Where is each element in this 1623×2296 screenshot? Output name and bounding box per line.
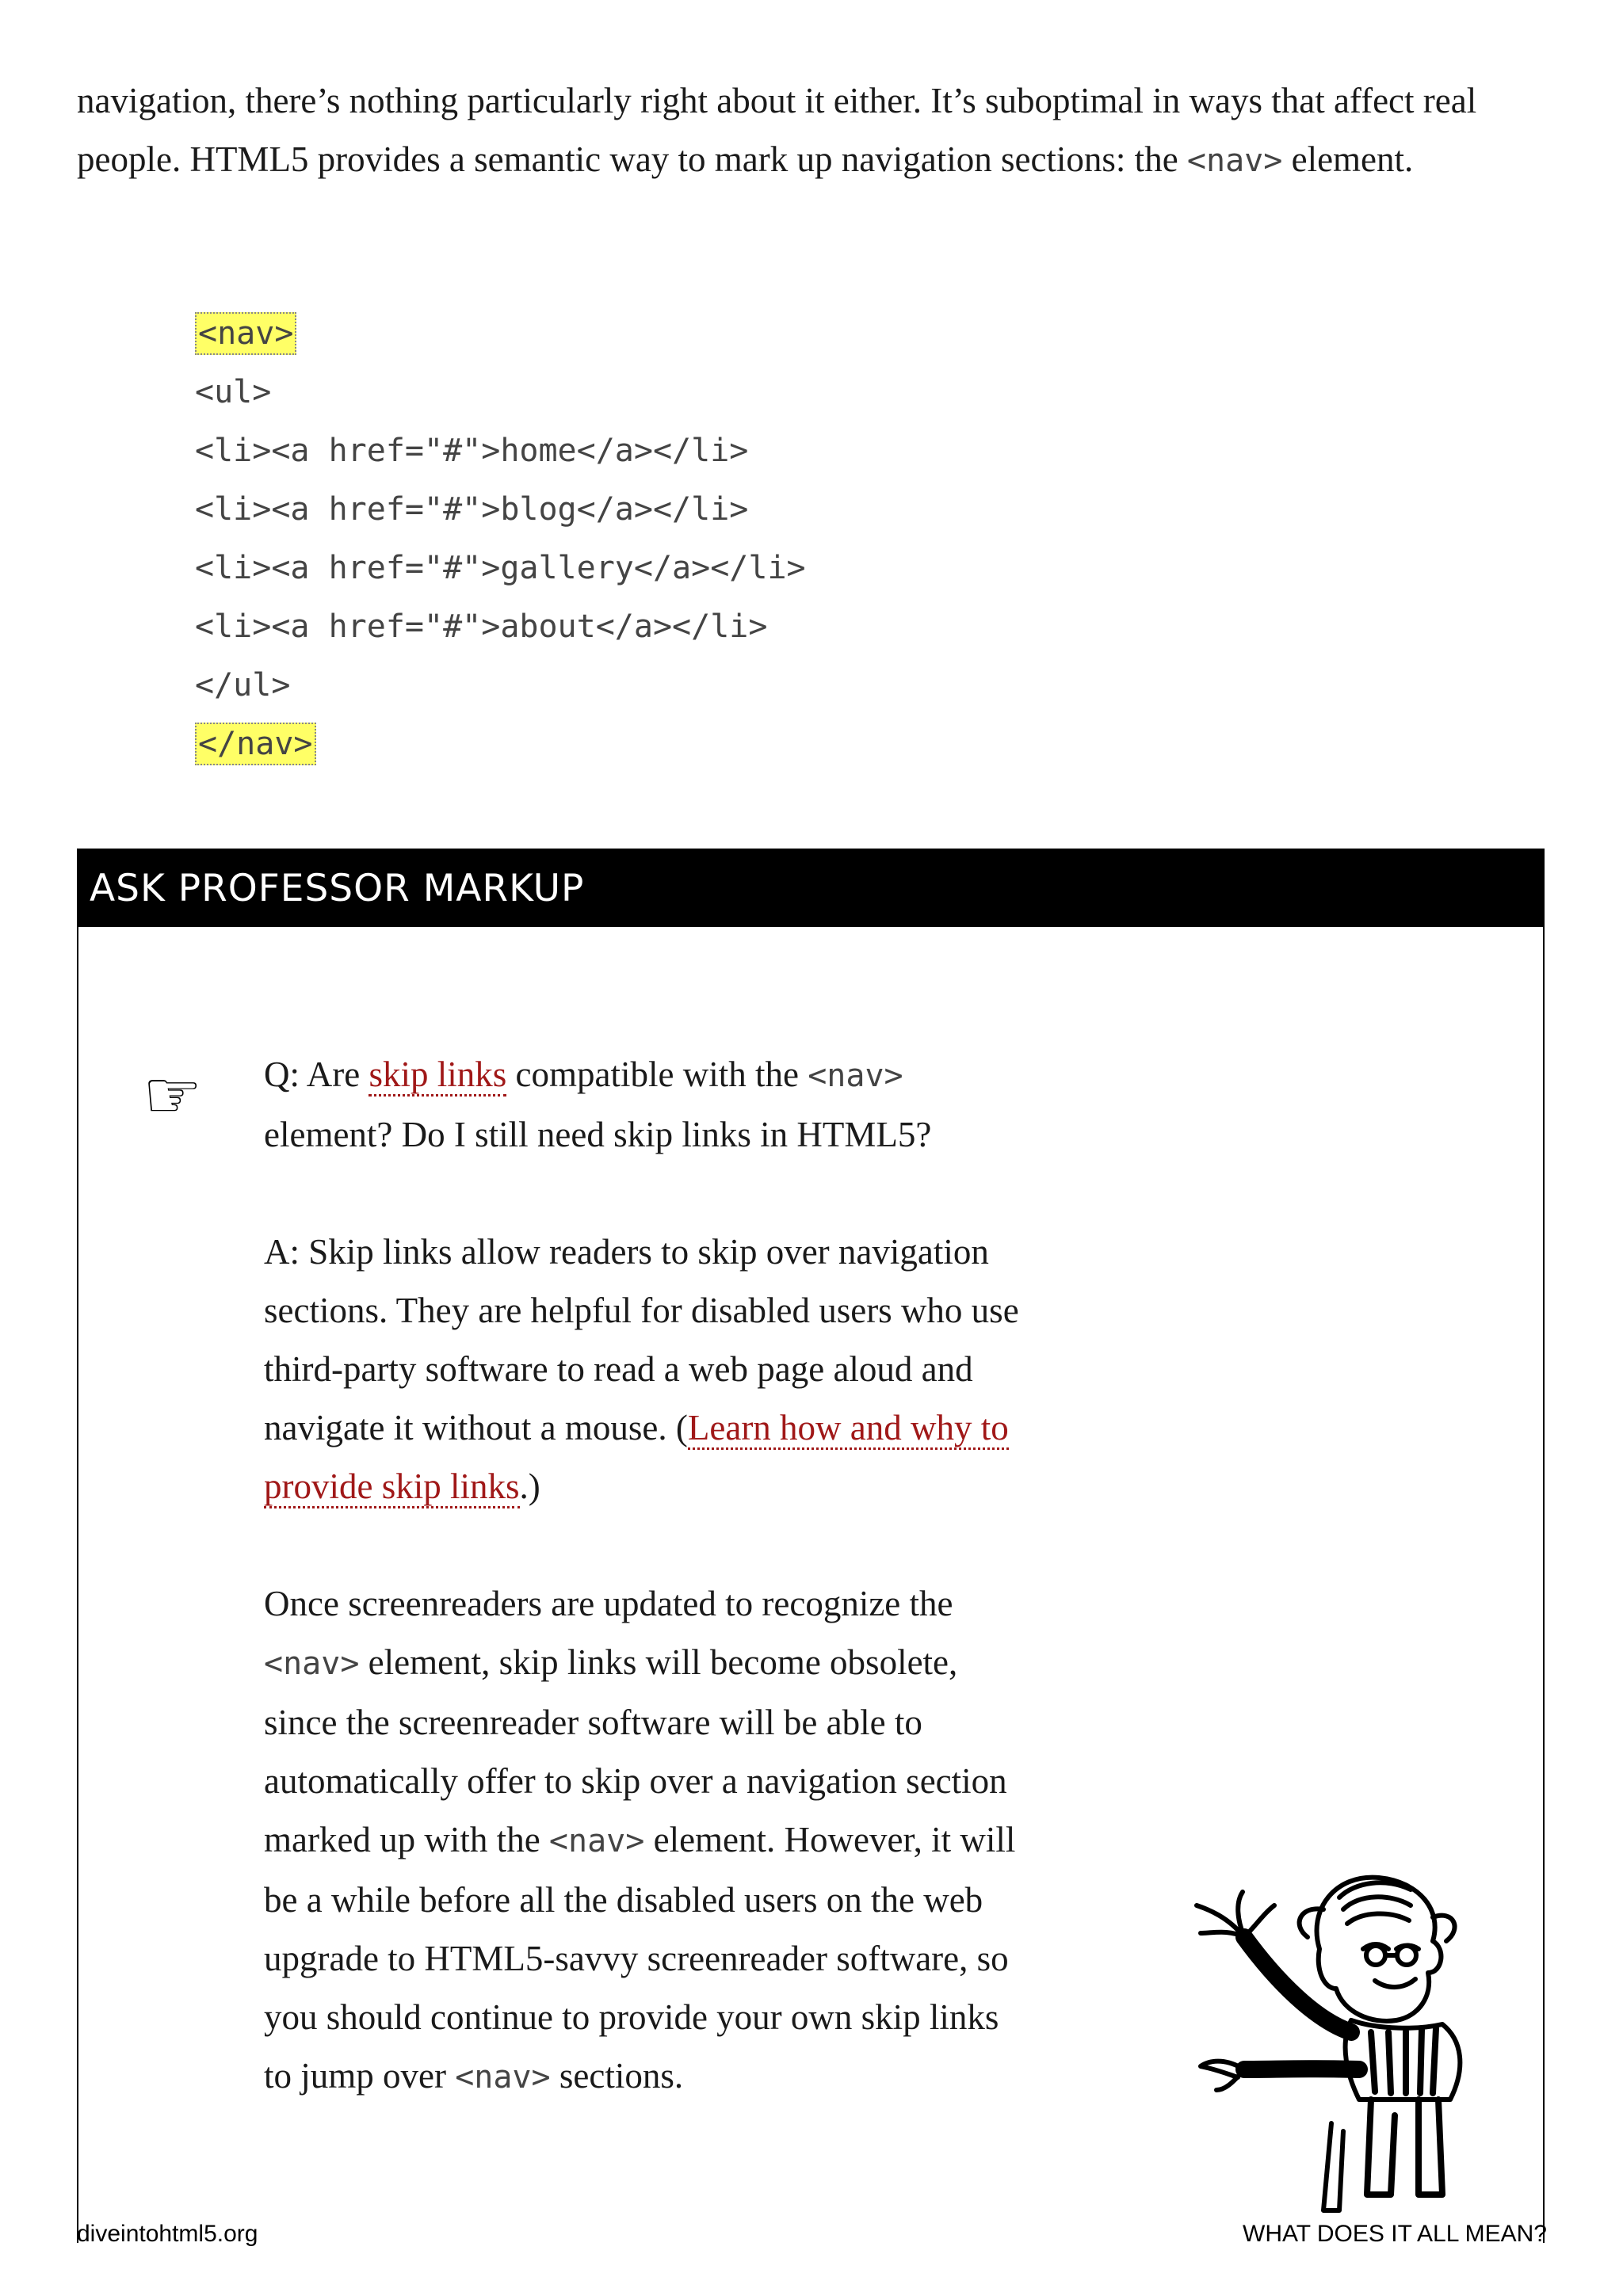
answer-text: A: Skip links allow readers to skip over navigation sections. They are helpful for disabled users who use third-party software to read a web page aloud and navigate it without a mouse. ( [264, 1232, 1019, 1447]
qa-content [264, 1045, 1025, 2165]
followup-text-4: sections. [550, 2056, 684, 2096]
followup-paragraph [264, 1574, 1025, 2107]
skip-links-link[interactable]: skip links [369, 1055, 506, 1097]
footer-section-title: WHAT DOES IT ALL MEAN? [1243, 2221, 1547, 2247]
footer-site: diveintohtml5.org [77, 2221, 258, 2247]
followup-text-1: Once screenreaders are updated to recognize the [264, 1584, 953, 1623]
professor-illustration [1181, 1862, 1529, 2226]
followup-nav-code-3: <nav> [455, 2059, 551, 2096]
intro-text-2: element. [1282, 139, 1414, 179]
intro-text-1: navigation, there’s nothing particularly right about it either. It’s suboptimal in ways that affect real people. HTML5 provides a semantic way to mark up navigation sections: the [77, 81, 1477, 179]
followup-text-2: element, skip links will become obsolete, since the screenreader software will be able to automatically offer to skip over a navigation section marked up with the [264, 1642, 1007, 1859]
code-line [195, 715, 806, 773]
code-line: <li><a href="#">home</a></li> [195, 433, 749, 469]
highlighted-nav-open: <nav> [195, 312, 296, 355]
code-line: </ul> [195, 667, 291, 704]
intro-nav-code: <nav> [1186, 143, 1283, 179]
followup-nav-code-1: <nav> [264, 1646, 360, 1682]
pointing-hand-icon: ☞ [143, 1056, 203, 1134]
question-mid: compatible with the [506, 1055, 808, 1094]
followup-nav-code-2: <nav> [548, 1823, 645, 1859]
question-nav-code: <nav> [808, 1058, 903, 1094]
code-block [195, 304, 806, 773]
code-line: <li><a href="#">gallery</a></li> [195, 550, 806, 586]
question-paragraph [264, 1045, 1025, 1164]
question-prefix: Q: Are [264, 1055, 369, 1094]
highlighted-nav-close: </nav> [195, 723, 316, 765]
question-suffix: element? Do I still need skip links in HTML5? [264, 1115, 932, 1154]
code-line: <li><a href="#">about</a></li> [195, 608, 768, 645]
code-line: <li><a href="#">blog</a></li> [195, 491, 749, 528]
box-title: ASK PROFESSOR MARKUP [78, 850, 1543, 927]
code-line: <ul> [195, 374, 272, 410]
answer-suffix: .) [519, 1466, 540, 1506]
code-line [195, 304, 806, 363]
answer-paragraph [264, 1222, 1025, 1516]
learn-skip-links-link[interactable]: Learn how and why to provide skip links [264, 1408, 1009, 1508]
intro-paragraph [77, 71, 1551, 190]
followup-text-3: element. However, it will be a while before all the disabled users on the web upgrade to HTML5-savvy screenreader software, so you should continue to provide your own skip links to jump over [264, 1820, 1016, 2096]
